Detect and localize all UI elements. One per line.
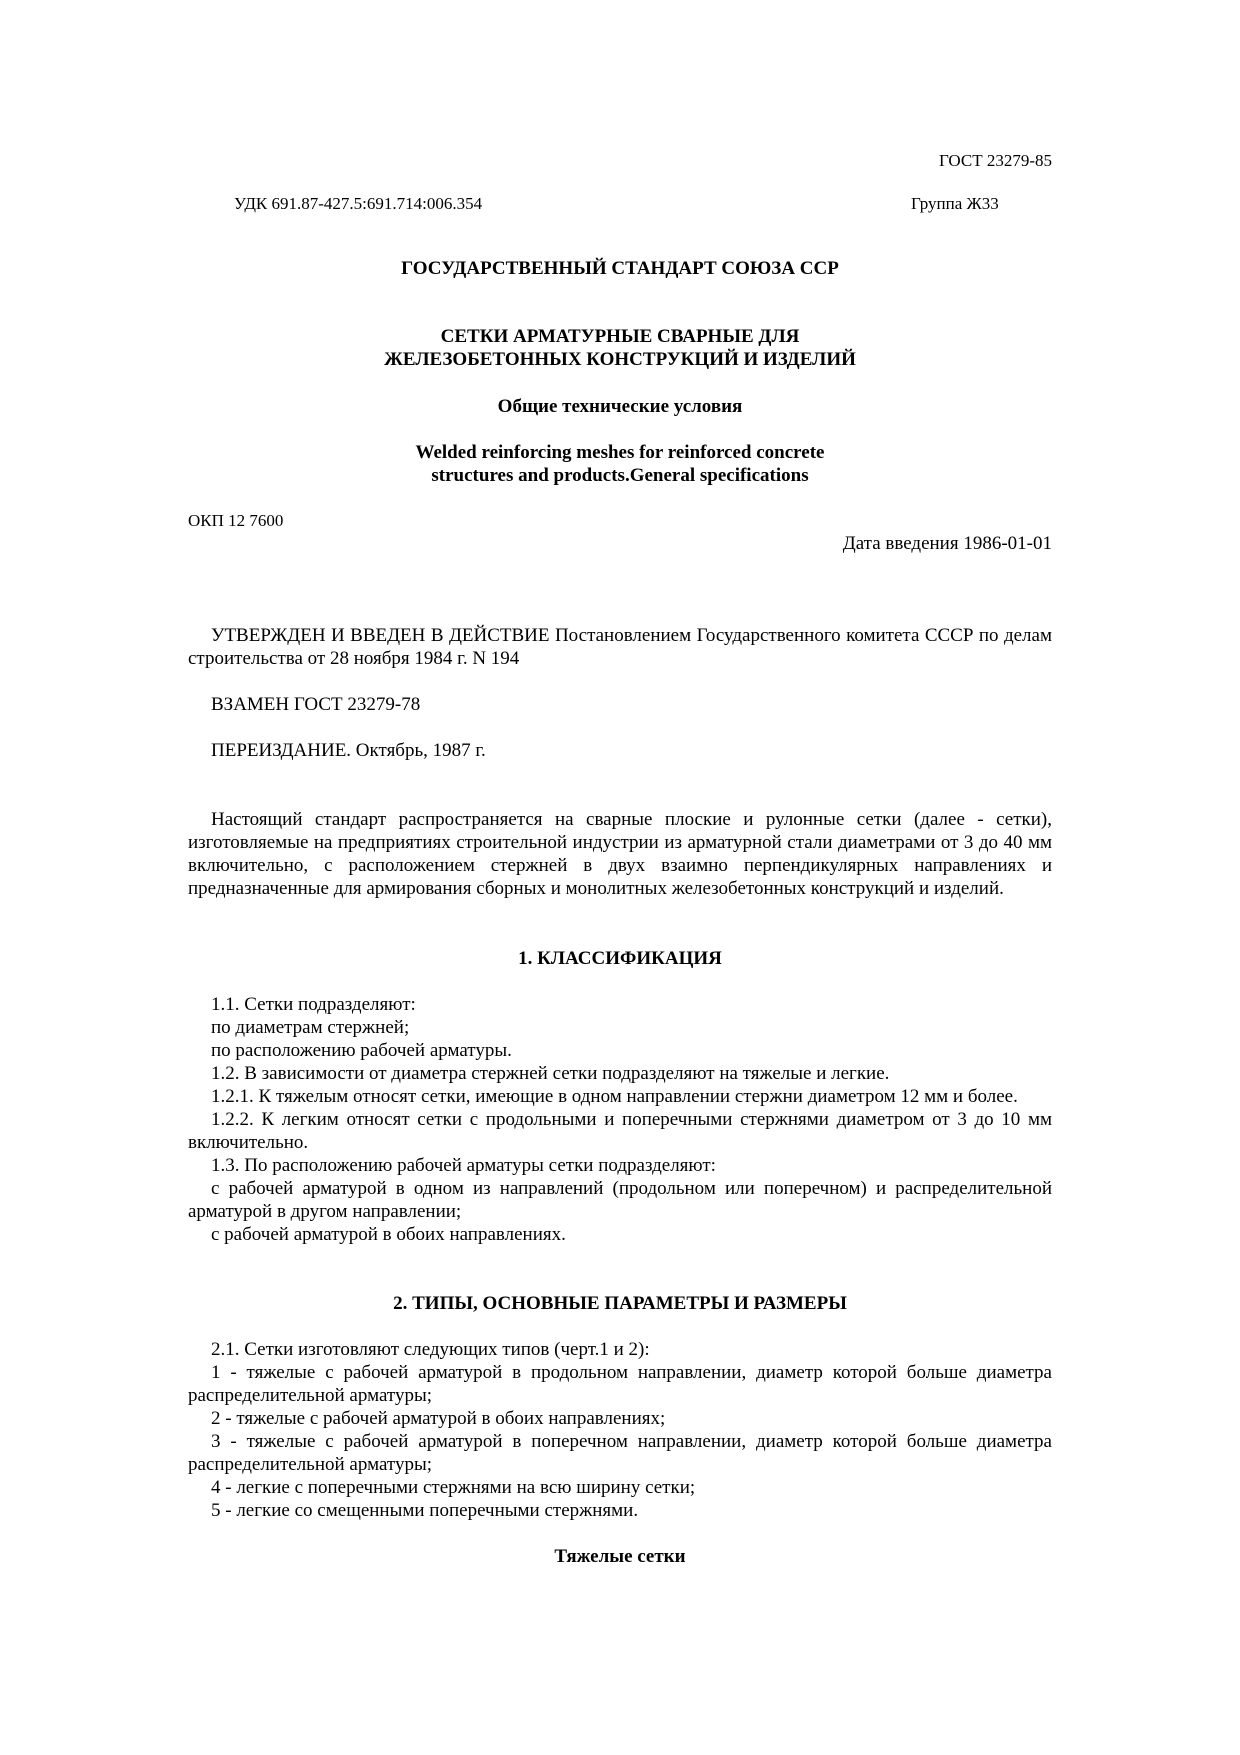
reissue-text: ПЕРЕИЗДАНИЕ. Октябрь, 1987 г. bbox=[211, 740, 486, 761]
english-title-line1: Welded reinforcing meshes for reinforced concrete bbox=[415, 442, 825, 463]
paragraph: 1.2.2. К легким относят сетки с продольными и поперечными стержнями диаметром от 3 до 10 мм включительно. bbox=[188, 1109, 1052, 1153]
paragraph: с рабочей арматурой в обоих направлениях. bbox=[211, 1224, 566, 1245]
paragraph: 1.1. Сетки подразделяют: bbox=[211, 994, 416, 1015]
paragraph: 2 - тяжелые с рабочей арматурой в обоих направлениях; bbox=[211, 1408, 666, 1429]
replaces-block bbox=[188, 693, 1052, 716]
english-title-line2: structures and products.General specifications bbox=[431, 465, 809, 486]
paragraph: с рабочей арматурой в одном из направлений (продольном или поперечном) и распределительной арматурой в другом направлении; bbox=[188, 1178, 1052, 1222]
standard-type-heading: ГОСУДАРСТВЕННЫЙ СТАНДАРТ СОЮЗА ССР bbox=[401, 258, 839, 279]
paragraph: 1.2. В зависимости от диаметра стержней сетки подразделяют на тяжелые и легкие. bbox=[211, 1063, 890, 1084]
scope-text: Настоящий стандарт распространяется на сварные плоские и рулонные сетки (далее - сетки), изготовляемые на предприятиях строительной индустрии из арматурной стали диаметрами от 3 до 40 мм включительно, с расположением стержней в двух взаимно перпендикулярных направлениях и предназначенные для армирования сборных и монолитных железобетонных конструкций и изделий. bbox=[188, 809, 1052, 899]
main-title-line2: ЖЕЛЕЗОБЕТОННЫХ КОНСТРУКЦИЙ И ИЗДЕЛИЙ bbox=[384, 349, 856, 370]
paragraph: 1 - тяжелые с рабочей арматурой в продольном направлении, диаметр которой больше диаметра распределительной арматуры; bbox=[188, 1362, 1052, 1406]
subtitle: Общие технические условия bbox=[497, 396, 743, 417]
udk-code: УДК 691.87-427.5:691.714:006.354 bbox=[234, 194, 483, 213]
section1-body bbox=[188, 993, 1052, 1246]
paragraph: по расположению рабочей арматуры. bbox=[211, 1040, 512, 1061]
okp-code: ОКП 12 7600 bbox=[188, 511, 284, 530]
paragraph: 1.3. По расположению рабочей арматуры сетки подразделяют: bbox=[211, 1155, 716, 1176]
gost-number: ГОСТ 23279-85 bbox=[938, 151, 1052, 170]
paragraph: 5 - легкие со смещенными поперечными стержнями. bbox=[211, 1500, 639, 1521]
approval-block bbox=[188, 624, 1052, 670]
section2-heading: 2. ТИПЫ, ОСНОВНЫЕ ПАРАМЕТРЫ И РАЗМЕРЫ bbox=[393, 1293, 847, 1314]
section1-heading: 1. КЛАССИФИКАЦИЯ bbox=[518, 948, 722, 969]
approval-text: УТВЕРЖДЕН И ВВЕДЕН В ДЕЙСТВИЕ Постановлением Государственного комитета СССР по делам строительства от 28 ноября 1984 г. N 194 bbox=[188, 625, 1052, 669]
paragraph: по диаметрам стержней; bbox=[211, 1017, 410, 1038]
heavy-meshes-subheading: Тяжелые сетки bbox=[554, 1546, 686, 1567]
replaces-text: ВЗАМЕН ГОСТ 23279-78 bbox=[211, 694, 421, 715]
paragraph: 3 - тяжелые с рабочей арматурой в поперечном направлении, диаметр которой больше диаметра распределительной арматуры; bbox=[188, 1431, 1052, 1475]
reissue-block bbox=[188, 739, 1052, 762]
paragraph: 2.1. Сетки изготовляют следующих типов (черт.1 и 2): bbox=[211, 1339, 650, 1360]
group-code: Группа Ж33 bbox=[911, 194, 999, 213]
scope-block bbox=[188, 808, 1052, 900]
main-title-line1: СЕТКИ АРМАТУРНЫЕ СВАРНЫЕ ДЛЯ bbox=[440, 326, 800, 347]
section2-body bbox=[188, 1338, 1052, 1522]
paragraph: 4 - легкие с поперечными стержнями на всю ширину сетки; bbox=[211, 1477, 696, 1498]
introduction-date: Дата введения 1986-01-01 bbox=[842, 533, 1052, 554]
paragraph: 1.2.1. К тяжелым относят сетки, имеющие в одном направлении стержни диаметром 12 мм и более. bbox=[211, 1086, 1018, 1107]
